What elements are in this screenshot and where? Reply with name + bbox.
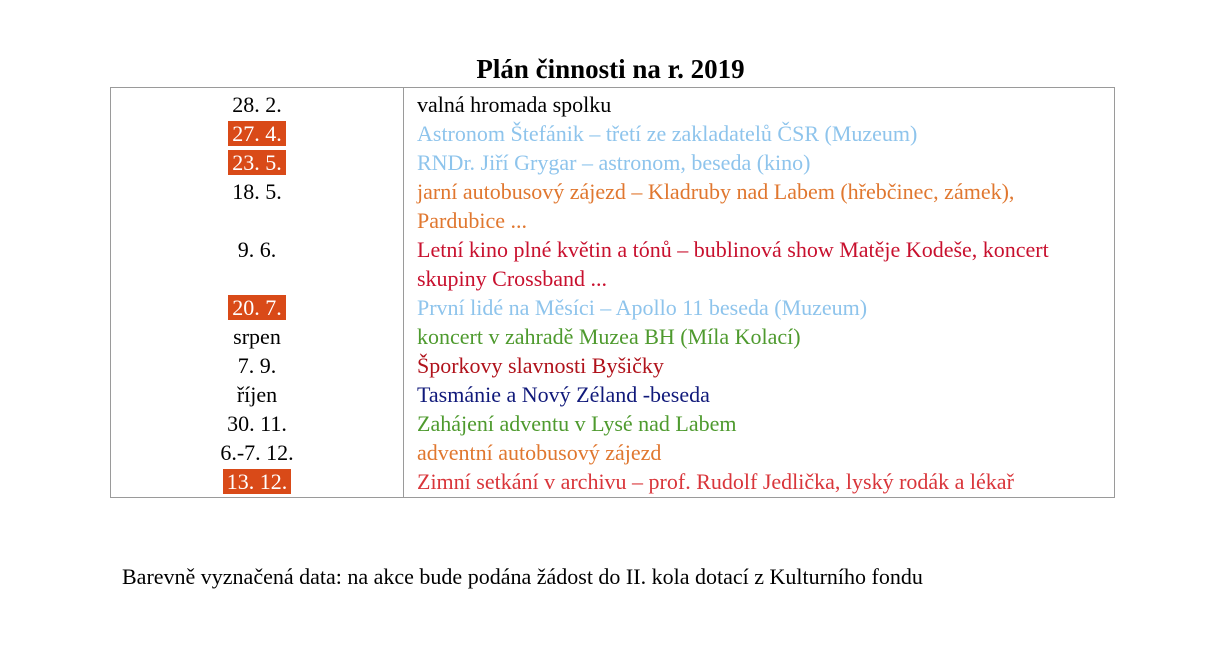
date-text: 28. 2. [232,92,282,117]
date-cell [111,351,403,380]
date-text: 6.-7. 12. [220,440,294,465]
date-text: říjen [236,382,278,407]
event-cell: Tasmánie a Nový Zéland -beseda [417,382,710,407]
highlighted-date: 27. 4. [228,121,286,146]
activity-plan-table [110,87,1115,498]
event-cell: Letní kino plné květin a tónů – bublinová show Matěje Kodeše, koncert skupiny Crossband ... [417,237,1049,291]
date-cell [111,467,403,496]
date-cell [111,409,403,438]
date-cell [111,380,403,409]
date-text: 7. 9. [237,353,277,378]
table-row [111,467,1114,496]
event-cell: Astronom Štefánik – třetí ze zakladatelů ČSR (Muzeum) [417,121,918,146]
table-row [111,90,1114,119]
event-cell: Zimní setkání v archivu – prof. Rudolf Jedlička, lyský rodák a lékař [417,469,1014,494]
date-cell [111,438,403,467]
date-text: 9. 6. [237,237,277,262]
table-row [111,293,1114,322]
date-cell [111,119,403,148]
table-row [111,438,1114,467]
table-row [111,177,1114,235]
date-text: 18. 5. [232,179,282,204]
event-cell: valná hromada spolku [417,92,612,117]
footnote: Barevně vyznačená data: na akce bude podána žádost do II. kola dotací z Kulturního fondu [122,564,923,589]
date-text: 30. 11. [227,411,287,436]
table-row [111,351,1114,380]
table-row [111,322,1114,351]
date-cell [111,90,403,119]
highlighted-date: 20. 7. [228,295,286,320]
date-cell [111,293,403,322]
table-row [111,119,1114,148]
table-row [111,235,1114,293]
event-cell: Zahájení adventu v Lysé nad Labem [417,411,737,436]
highlighted-date: 13. 12. [223,469,292,494]
table-row [111,380,1114,409]
highlighted-date: 23. 5. [228,150,286,175]
event-cell: RNDr. Jiří Grygar – astronom, beseda (kino) [417,150,811,175]
event-cell: adventní autobusový zájezd [417,440,662,465]
date-cell [111,322,403,351]
event-cell: koncert v zahradě Muzea BH (Míla Kolací) [417,324,801,349]
date-cell [111,177,403,206]
table-row [111,148,1114,177]
event-cell: Šporkovy slavnosti Byšičky [417,353,664,378]
date-cell [111,148,403,177]
event-cell: První lidé na Měsíci – Apollo 11 beseda (Muzeum) [417,295,868,320]
date-text: srpen [233,324,281,349]
date-cell [111,235,403,264]
page-title: Plán činnosti na r. 2019 [476,54,745,84]
event-cell: jarní autobusový zájezd – Kladruby nad Labem (hřebčinec, zámek), Pardubice ... [417,179,1015,233]
table-row [111,409,1114,438]
